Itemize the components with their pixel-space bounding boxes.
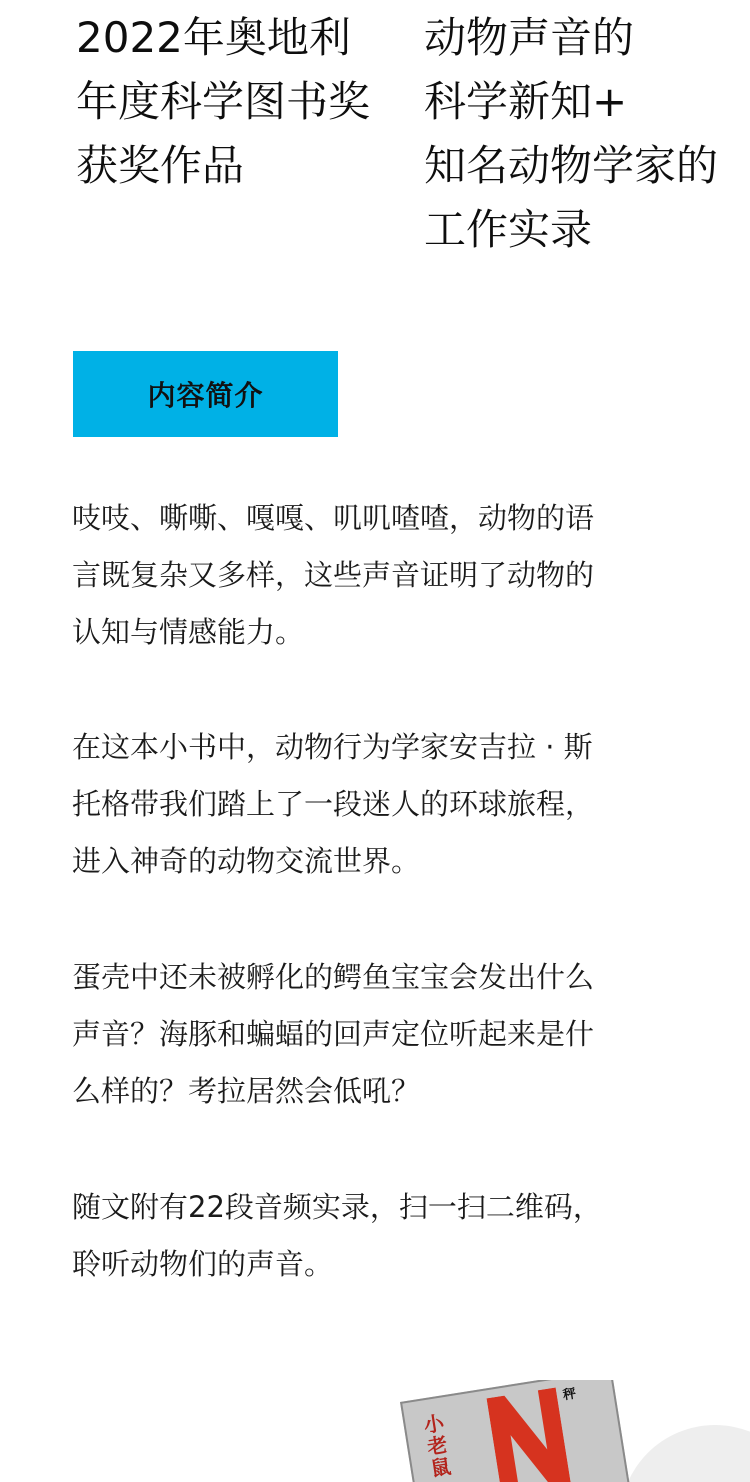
cover-title: 小老鼠 <box>422 1410 453 1481</box>
paragraph-line: 声音？海豚和蝙蝠的回声定位听起来是什 <box>72 1017 595 1051</box>
headline-feature-line: 动物声音的 <box>424 13 635 62</box>
paragraph-line: 托格带我们踏上了一段迷人的环球旅程， <box>72 787 595 821</box>
paragraph-line: 随文附有22段音频实录，扫一扫二维码， <box>72 1190 602 1224</box>
headline-feature-line: 工作实录 <box>424 205 593 254</box>
headline-award-line: 2022年奥地利 <box>76 13 351 62</box>
headline-feature <box>424 6 718 262</box>
book-cover <box>400 1380 637 1482</box>
intro-section-label: 内容简介 <box>147 379 264 412</box>
paragraph-line: 聆听动物们的声音。 <box>72 1247 334 1281</box>
paragraph-line: 在这本小书中，动物行为学家安吉拉 · 斯 <box>72 730 593 764</box>
headline-award-line: 年度科学图书奖 <box>76 77 371 126</box>
summary-paragraph-3 <box>72 949 712 1120</box>
headline-award-line: 获奖作品 <box>76 141 245 190</box>
paragraph-line: 认知与情感能力。 <box>72 615 305 649</box>
paragraph-line: 吱吱、嘶嘶、嘎嘎、叽叽喳喳，动物的语 <box>72 501 595 535</box>
cover-stamp: 秤 <box>561 1386 578 1404</box>
paragraph-line: 进入神奇的动物交流世界。 <box>72 844 421 878</box>
cover-n-logo <box>487 1387 572 1482</box>
book-cover-image <box>370 1380 750 1482</box>
summary-paragraph-1 <box>72 490 712 661</box>
headline-award <box>76 6 370 198</box>
paragraph-line: 蛋壳中还未被孵化的鳄鱼宝宝会发出什么 <box>72 960 595 994</box>
intro-section-badge <box>73 351 338 437</box>
cover-backdrop-circle <box>620 1425 750 1482</box>
summary-paragraph-2 <box>72 719 712 890</box>
paragraph-line: 言既复杂又多样，这些声音证明了动物的 <box>72 558 595 592</box>
headline-feature-line: 知名动物学家的 <box>424 141 719 190</box>
headline-feature-line: 科学新知+ <box>424 77 628 126</box>
paragraph-line: 么样的？考拉居然会低吼？ <box>72 1074 421 1108</box>
summary-paragraph-4 <box>72 1179 712 1293</box>
